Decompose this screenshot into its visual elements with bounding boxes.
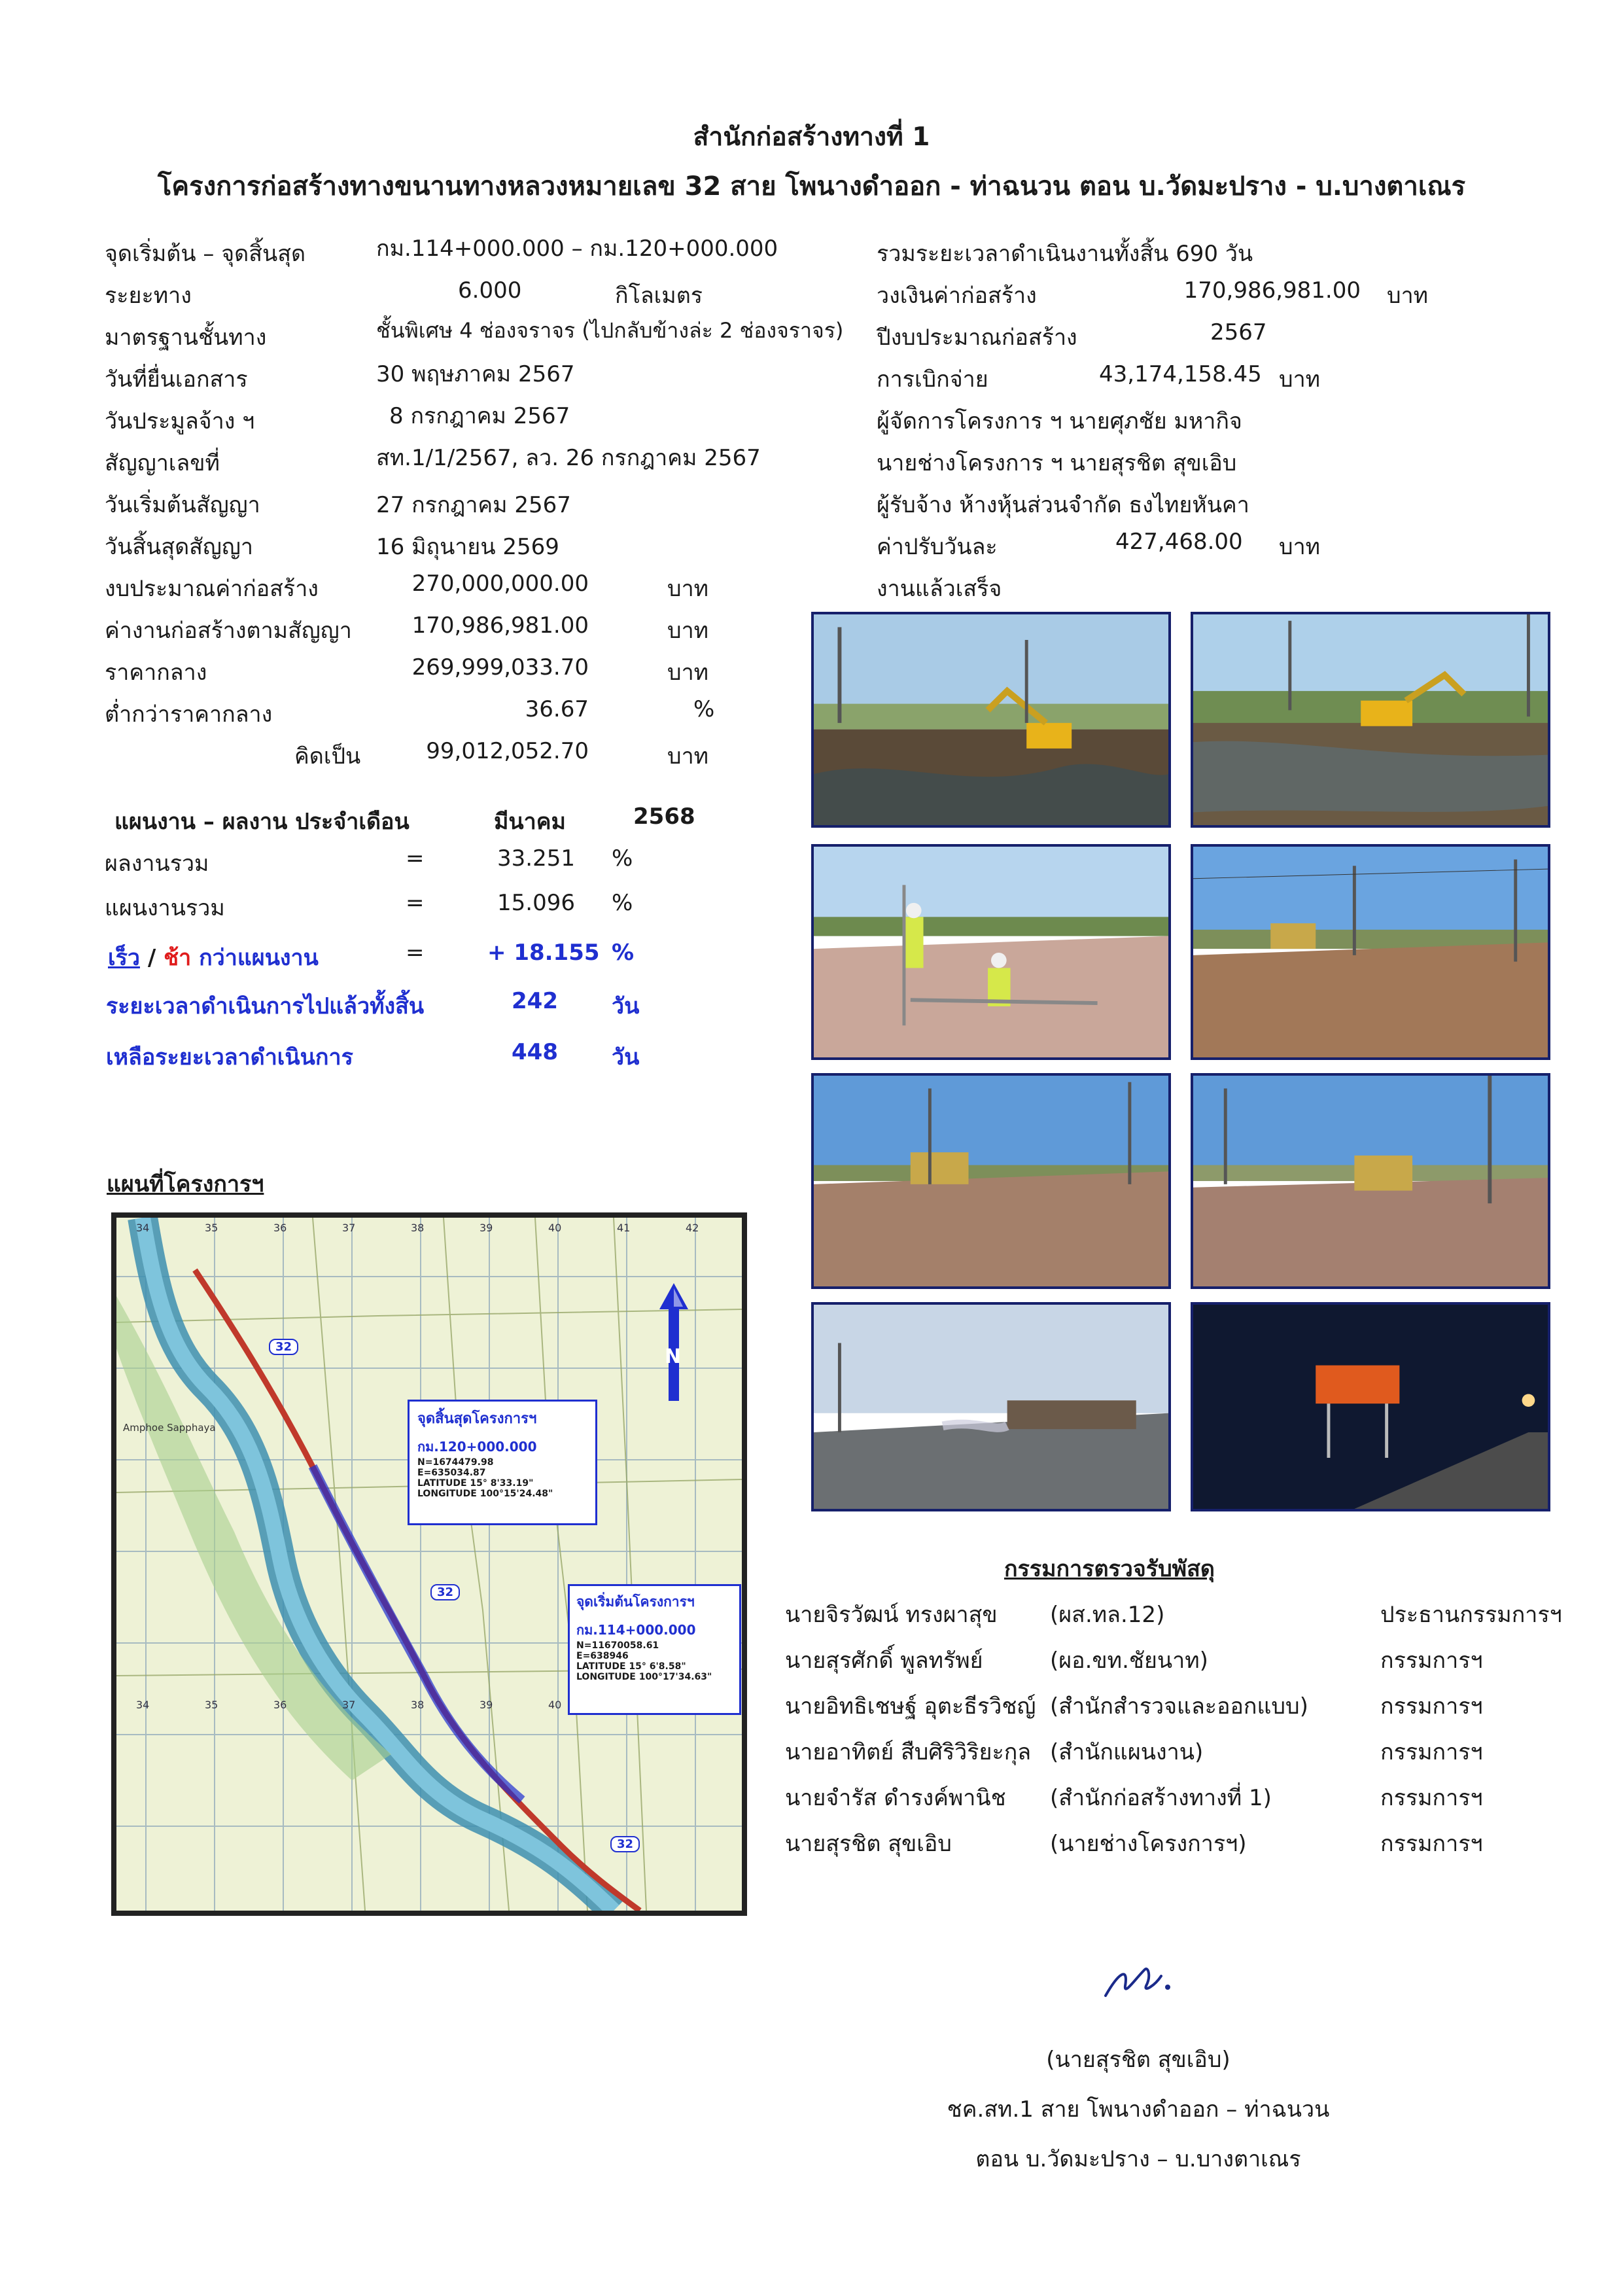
photo-grader-road-1 xyxy=(1191,844,1550,1060)
progress-eq: = xyxy=(406,940,425,966)
budget-label: คิดเป็น xyxy=(294,743,361,769)
info-value: สท.1/1/2567, ลว. 26 กรกฎาคม 2567 xyxy=(376,445,761,471)
start-point-lat: LATITUDE 15° 6'8.58" xyxy=(576,1661,686,1672)
committee-org: (สำนักสำรวจและออกแบบ) xyxy=(1050,1693,1308,1720)
grid-label: 34 xyxy=(136,1699,150,1711)
committee-org: (สำนักแผนงาน) xyxy=(1050,1739,1204,1765)
committee-name: นายสุรชิต สุขเอิบ xyxy=(785,1831,952,1857)
start-point-km: กม.114+000.000 xyxy=(576,1622,696,1638)
progress-diff-value: + 18.155 xyxy=(487,940,600,966)
signer-name: (นายสุรชิต สุขเอิบ) xyxy=(1046,2047,1230,2073)
photo-water-truck-road xyxy=(811,1302,1171,1511)
completed-work-label: งานแล้วเสร็จ xyxy=(877,576,1002,602)
info-label: มาตรฐานชั้นทาง xyxy=(105,325,267,351)
committee-name: นายสุรศักดิ์ พูลทรัพย์ xyxy=(785,1648,983,1674)
grid-label: 36 xyxy=(273,1222,287,1234)
office-title: สำนักก่อสร้างทางที่ 1 xyxy=(693,122,930,152)
photo-night-warning-sign xyxy=(1191,1302,1550,1511)
grid-label: 38 xyxy=(411,1222,425,1234)
progress-unit: % xyxy=(612,890,633,916)
end-point-lat: LATITUDE 15° 8'33.19" xyxy=(417,1478,534,1489)
end-point-e: E=635034.87 xyxy=(417,1468,486,1478)
budget-unit: บาท xyxy=(667,743,709,769)
info-label: ระยะทาง xyxy=(105,283,192,309)
info-value: 30 พฤษภาคม 2567 xyxy=(376,361,575,387)
project-manager: ผู้จัดการโครงการ ฯ นายศุภชัย มหากิจ xyxy=(877,408,1242,434)
remaining-label: เหลือระยะเวลาดำเนินการ xyxy=(106,1044,353,1070)
budget-value: 170,986,981.00 xyxy=(411,612,589,639)
speed-vs-plan xyxy=(108,940,319,975)
progress-value: 33.251 xyxy=(497,845,575,872)
budget-unit: % xyxy=(693,696,715,722)
progress-eq: = xyxy=(406,890,425,916)
budget-value: 269,999,033.70 xyxy=(411,654,589,680)
end-point-title: จุดสิ้นสุดโครงการฯ xyxy=(417,1411,537,1427)
construction-budget-label: วงเงินค่าก่อสร้าง xyxy=(877,283,1037,309)
budget-unit: บาท xyxy=(667,660,709,686)
route-32-shield: 32 xyxy=(610,1836,640,1852)
fiscal-year-label: ปีงบประมาณก่อสร้าง xyxy=(877,325,1077,351)
info-value: 27 กรกฎาคม 2567 xyxy=(376,492,571,518)
penalty-label: ค่าปรับวันละ xyxy=(877,534,998,560)
committee-role: ประธานกรรมการฯ xyxy=(1380,1602,1562,1628)
committee-name: นายจิรวัฒน์ ทรงผาสุข xyxy=(785,1602,998,1628)
fiscal-year-value: 2567 xyxy=(1210,319,1267,345)
disbursement-label: การเบิกจ่าย xyxy=(877,366,988,393)
progress-diff-unit: % xyxy=(612,940,635,966)
grid-label: 37 xyxy=(342,1222,356,1234)
info-label: จุดเริ่มต้น – จุดสิ้นสุด xyxy=(105,241,306,267)
vs-plan-label: กว่าแผนงาน xyxy=(191,945,319,971)
committee-org: (สำนักก่อสร้างทางที่ 1) xyxy=(1050,1785,1272,1811)
remaining-value: 448 xyxy=(512,1039,558,1065)
info-value: 6.000 xyxy=(458,277,522,304)
progress-eq: = xyxy=(406,845,425,872)
budget-label: ราคากลาง xyxy=(105,660,207,686)
north-arrow-icon xyxy=(659,1283,688,1401)
progress-label: ผลงานรวม xyxy=(105,851,209,877)
contractor: ผู้รับจ้าง ห้างหุ้นส่วนจำกัด ธงไทยหันคา xyxy=(877,492,1249,518)
info-label: สัญญาเลขที่ xyxy=(105,450,220,476)
signature-mark xyxy=(1099,1947,1178,2005)
end-point-callout xyxy=(408,1400,597,1525)
info-label: วันเริ่มต้นสัญญา xyxy=(105,492,260,518)
photo-grader-road-2 xyxy=(811,1073,1171,1289)
progress-heading: แผนงาน – ผลงาน ประจำเดือน xyxy=(114,809,410,835)
construction-budget-unit: บาท xyxy=(1387,283,1429,309)
committee-name: นายจำรัส ดำรงค์พานิช xyxy=(785,1785,1006,1811)
start-point-callout xyxy=(568,1584,741,1715)
construction-budget-value: 170,986,981.00 xyxy=(1183,277,1361,304)
signer-position: ชค.สท.1 สาย โพนางดำออก – ท่าฉนวน xyxy=(947,2096,1330,2123)
budget-value: 270,000,000.00 xyxy=(411,571,589,597)
end-point-km: กม.120+000.000 xyxy=(417,1439,537,1455)
disbursement-unit: บาท xyxy=(1279,366,1321,393)
north-label: N xyxy=(665,1345,682,1368)
committee-role: กรรมการฯ xyxy=(1380,1693,1483,1720)
info-label: วันประมูลจ้าง ฯ xyxy=(105,408,255,434)
budget-value: 36.67 xyxy=(525,696,589,722)
info-label: วันสิ้นสุดสัญญา xyxy=(105,534,253,560)
photo-excavator-site-1 xyxy=(811,612,1171,828)
elapsed-unit: วัน xyxy=(612,993,640,1019)
info-label: วันที่ยื่นเอกสาร xyxy=(105,366,248,393)
elapsed-value: 242 xyxy=(512,988,558,1014)
fast-label: เร็ว xyxy=(108,945,140,971)
end-point-n: N=1674479.98 xyxy=(417,1457,494,1468)
route-32-shield: 32 xyxy=(430,1584,460,1600)
info-value: 16 มิถุนายน 2569 xyxy=(376,534,559,560)
grid-label: 38 xyxy=(411,1699,425,1711)
info-value: 8 กรกฎาคม 2567 xyxy=(389,403,570,429)
grid-label: 37 xyxy=(342,1699,356,1711)
penalty-unit: บาท xyxy=(1279,534,1321,560)
project-engineer: นายช่างโครงการ ฯ นายสุรชิต สุขเอิบ xyxy=(877,450,1237,476)
grid-label: 41 xyxy=(617,1222,631,1234)
signer-section: ตอน บ.วัดมะปราง – บ.บางตาเณร xyxy=(975,2146,1301,2172)
committee-role: กรรมการฯ xyxy=(1380,1648,1483,1674)
info-unit: กิโลเมตร xyxy=(615,283,703,309)
map-heading: แผนที่โครงการฯ xyxy=(107,1171,264,1197)
committee-org: (ผอ.ขท.ชัยนาท) xyxy=(1050,1648,1208,1674)
grid-label: 34 xyxy=(136,1222,150,1234)
grid-label: 42 xyxy=(686,1222,699,1234)
grid-label: 35 xyxy=(205,1222,218,1234)
committee-role: กรรมการฯ xyxy=(1380,1739,1483,1765)
committee-role: กรรมการฯ xyxy=(1380,1785,1483,1811)
progress-month: มีนาคม xyxy=(494,809,566,835)
elapsed-label: ระยะเวลาดำเนินการไปแล้วทั้งสิ้น xyxy=(106,993,425,1019)
budget-label: ต่ำกว่าราคากลาง xyxy=(105,701,273,728)
end-point-lon: LONGITUDE 100°15'24.48" xyxy=(417,1489,553,1499)
photo-survey-workers xyxy=(811,844,1171,1060)
place-label: Amphoe Sapphaya xyxy=(123,1422,216,1434)
start-point-lon: LONGITUDE 100°17'34.63" xyxy=(576,1672,712,1682)
photo-grader-road-3 xyxy=(1191,1073,1550,1289)
progress-label: แผนงานรวม xyxy=(105,895,225,921)
info-value: ชั้นพิเศษ 4 ช่องจราจร (ไปกลับข้างล่ะ 2 ช่องจราจร) xyxy=(376,318,844,343)
budget-value: 99,012,052.70 xyxy=(426,738,589,764)
grid-label: 36 xyxy=(273,1699,287,1711)
slash: / xyxy=(139,945,164,971)
committee-heading: กรรมการตรวจรับพัสดุ xyxy=(1004,1556,1215,1582)
grid-label: 35 xyxy=(205,1699,218,1711)
slow-label: ช้า xyxy=(164,945,192,971)
project-title: โครงการก่อสร้างทางขนานทางหลวงหมายเลข 32 สาย โพนางดำออก - ท่าฉนวน ตอน บ.วัดมะปราง - บ.บางตาเณร xyxy=(157,171,1466,202)
grid-label: 40 xyxy=(548,1699,562,1711)
route-32-shield: 32 xyxy=(269,1339,298,1355)
committee-org: (ผส.ทล.12) xyxy=(1050,1602,1165,1628)
remaining-unit: วัน xyxy=(612,1044,640,1070)
progress-value: 15.096 xyxy=(497,890,575,916)
grid-label: 40 xyxy=(548,1222,562,1234)
committee-name: นายอาทิตย์ สืบศิริวิริยะกุล xyxy=(785,1739,1032,1765)
budget-label: งบประมาณค่าก่อสร้าง xyxy=(105,576,319,602)
start-point-n: N=11670058.61 xyxy=(576,1640,659,1651)
disbursement-value: 43,174,158.45 xyxy=(1099,361,1262,387)
progress-unit: % xyxy=(612,845,633,872)
total-duration: รวมระยะเวลาดำเนินงานทั้งสิ้น 690 วัน xyxy=(877,241,1253,267)
progress-year: 2568 xyxy=(633,804,695,830)
photo-excavator-site-2 xyxy=(1191,612,1550,828)
committee-org: (นายช่างโครงการฯ) xyxy=(1050,1831,1247,1857)
committee-role: กรรมการฯ xyxy=(1380,1831,1483,1857)
committee-name: นายอิทธิเชษฐ์ อุตะธีรวิชญ์ xyxy=(785,1693,1036,1720)
info-value: กม.114+000.000 – กม.120+000.000 xyxy=(376,236,778,262)
budget-unit: บาท xyxy=(667,618,709,644)
budget-unit: บาท xyxy=(667,576,709,602)
start-point-e: E=638946 xyxy=(576,1651,629,1661)
project-map xyxy=(111,1212,747,1916)
grid-label: 39 xyxy=(480,1222,493,1234)
grid-label: 39 xyxy=(480,1699,493,1711)
start-point-title: จุดเริ่มต้นโครงการฯ xyxy=(576,1594,695,1610)
topographic-map xyxy=(116,1218,742,1911)
penalty-value: 427,468.00 xyxy=(1115,529,1243,555)
budget-label: ค่างานก่อสร้างตามสัญญา xyxy=(105,618,352,644)
